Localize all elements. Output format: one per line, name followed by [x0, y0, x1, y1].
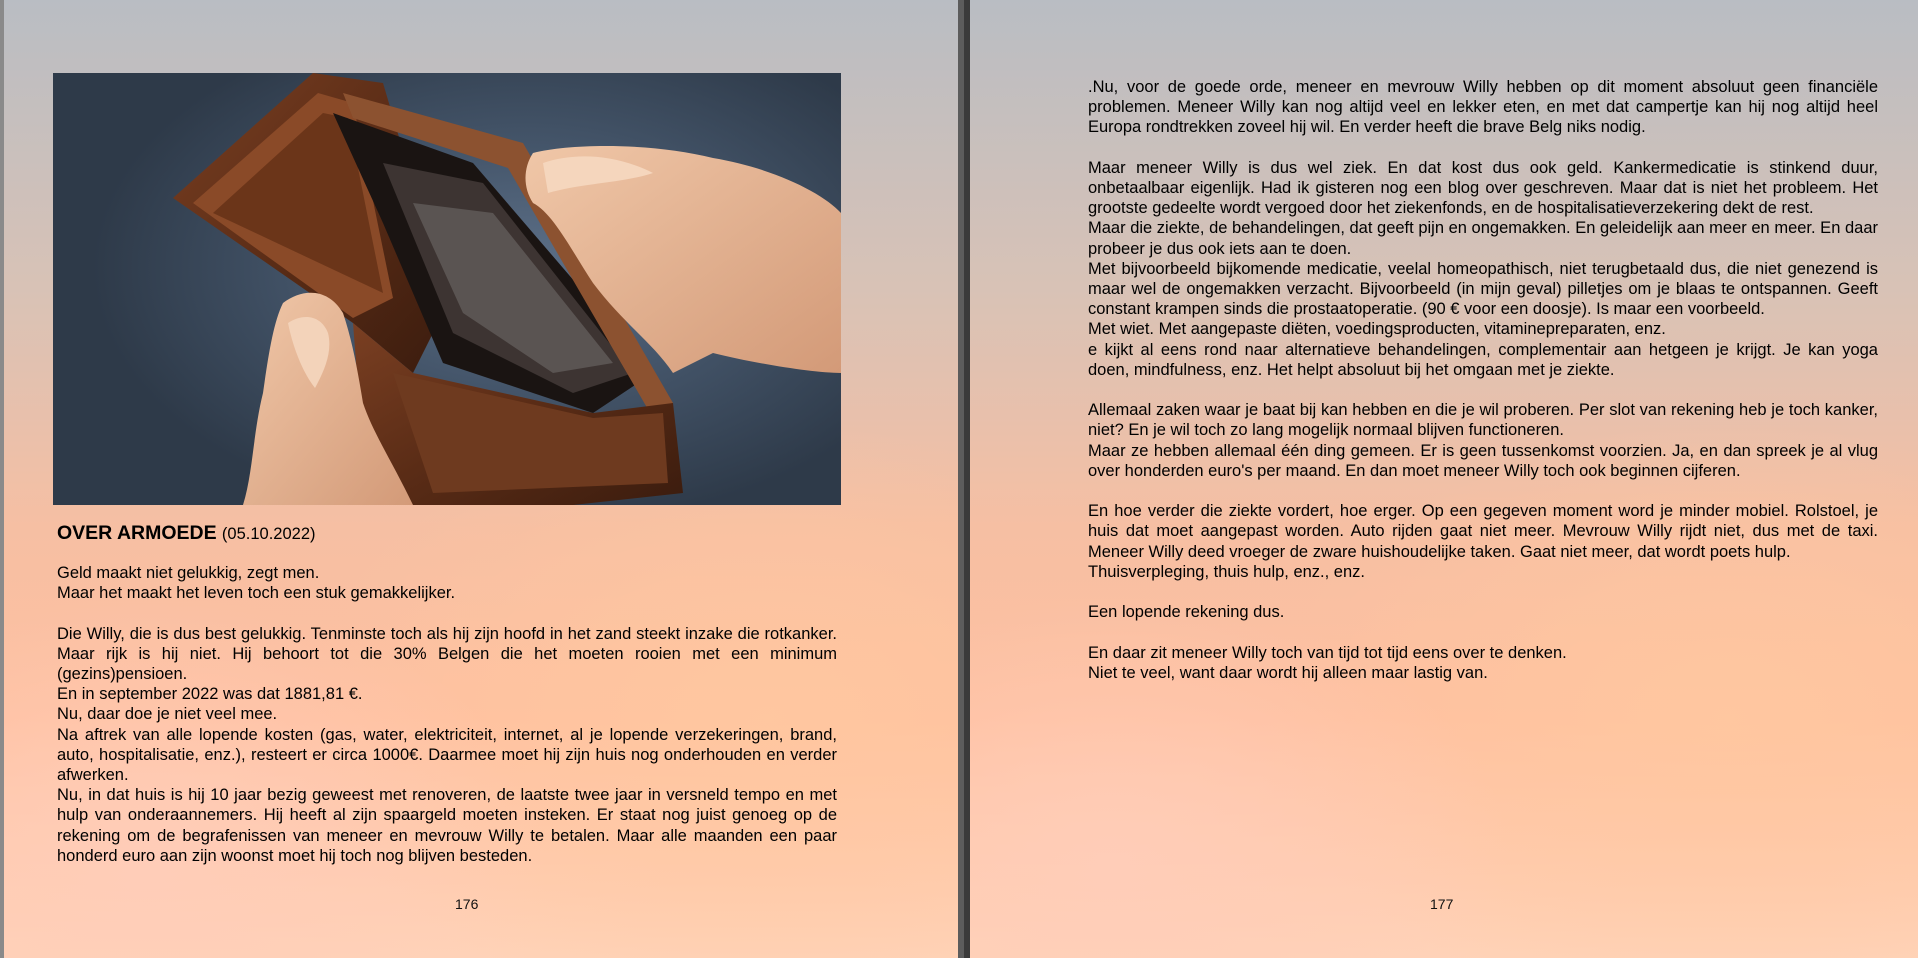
paragraph: Met bijvoorbeeld bijkomende medicatie, veelal homeopathisch, niet terugbetaald dus, die niet genezend is maar wel de ongemakken verzacht. Bijvoorbeeld (in mijn geval) pilletjes om je blaas te ontspannen. Geeft constant krampen sinds die prostaatoperatie. (90 € voor een doosje). Is maar een voorbeeld.	[1088, 259, 1878, 319]
paragraph: En hoe verder die ziekte vordert, hoe erger. Op een gegeven moment word je minder mobiel. Rolstoel, je huis dat moet aangepast worden. Auto rijden gaat niet meer. Mevrouw Willy rijdt niet, dus met de taxi. Meneer Willy deed vroeger de zware huishoudelijke taken. Gaat niet meer, dat wordt poets hulp.	[1088, 502, 1878, 561]
paragraph: .Nu, voor de goede orde, meneer en mevrouw Willy hebben op dit moment absoluut geen financiële problemen. Meneer Willy kan nog altijd veel en lekker eten, en met dat campertje kan hij nog altijd heel Europa rondtrekken zoveel hij wil. En verder heeft die brave Belg niks nodig.	[1088, 78, 1878, 137]
right-body-text	[1088, 77, 1878, 683]
paragraph: Nu, daar doe je niet veel mee.	[57, 705, 278, 724]
paragraph: Maar ze hebben allemaal één ding gemeen. Er is geen tussenkomst voorzien. Ja, en dan spreek je al vlug over honderden euro's per maand. En dan moet meneer Willy toch ook beginnen cijferen.	[1088, 441, 1878, 480]
right-page	[970, 0, 1918, 958]
blank-line	[1088, 138, 1878, 158]
blank-line	[1088, 582, 1878, 602]
empty-wallet-photo	[53, 73, 841, 505]
blank-line	[1088, 481, 1878, 501]
page-number: 177	[1430, 896, 1454, 912]
paragraph: Die Willy, die is dus best gelukkig. Tenminste toch als hij zijn hoofd in het zand steekt inzake die rotkanker. Maar rijk is hij niet. Hij behoort tot die 30% Belgen die het moeten rooien met een minimum (gezins)pensioen.	[57, 624, 837, 683]
paragraph: Allemaal zaken waar je baat bij kan hebben en die je wil proberen. Per slot van rekening heb je toch kanker, niet? En je wil toch zo lang mogelijk normaal blijven functioneren.	[1088, 401, 1878, 440]
paragraph: Een lopende rekening dus.	[1088, 603, 1285, 622]
paragraph: Niet te veel, want daar wordt hij alleen maar lastig van.	[1088, 663, 1488, 682]
blank-line	[57, 603, 837, 623]
paragraph: Thuisverpleging, thuis hulp, enz., enz.	[1088, 562, 1365, 581]
paragraph: Na aftrek van alle lopende kosten (gas, water, elektriciteit, internet, al je lopende verzekeringen, brand, auto, hospitalisatie, enz.), resteert er circa 1000€. Daarmee moet hij zijn huis nog onderhouden en verder afwerken.	[57, 725, 837, 785]
paragraph: Maar die ziekte, de behandelingen, dat geeft pijn en ongemakken. En geleidelijk aan meer en meer. En daar probeer je dus ook iets aan te doen.	[1088, 219, 1878, 258]
paragraph: Met wiet. Met aangepaste diëten, voedingsproducten, vitaminepreparaten, enz.	[1088, 320, 1666, 339]
blank-line	[1088, 380, 1878, 400]
paragraph: e kijkt al eens rond naar alternatieve behandelingen, complementair aan hetgeen je krijgt. Je kan yoga doen, mindfulness, enz. Het helpt absoluut bij het omgaan met je ziekte.	[1088, 340, 1878, 379]
paragraph: En daar zit meneer Willy toch van tijd tot tijd eens over te denken.	[1088, 643, 1567, 662]
article-title-line	[57, 522, 847, 545]
blank-line	[1088, 622, 1878, 642]
article-title: OVER ARMOEDE	[57, 522, 217, 544]
paragraph: Nu, in dat huis is hij 10 jaar bezig geweest met renoveren, de laatste twee jaar in versneld tempo en met hulp van onderaannemers. Hij heeft al zijn spaargeld moeten insteken. Er staat nog juist genoeg op de rekening om de begrafenissen van meneer en mevrouw Willy te betalen. Maar alle maanden een paar honderd euro aan zijn woonst moet hij toch nog blijven besteden.	[57, 786, 837, 865]
paragraph: Maar meneer Willy is dus wel ziek. En dat kost dus ook geld. Kankermedicatie is stinkend duur, onbetaalbaar eigenlijk. Had ik gisteren nog een blog over geschreven. Maar dat is niet het probleem. Het grootste gedeelte wordt vergoed door het ziekenfonds, en de hospitalisatieverzekering dekt de rest.	[1088, 158, 1878, 218]
left-page	[4, 0, 958, 958]
paragraph: Maar het maakt het leven toch een stuk gemakkelijker.	[57, 584, 456, 603]
page-number: 176	[455, 896, 479, 912]
paragraph: En in september 2022 was dat 1881,81 €.	[57, 685, 363, 704]
article-date: (05.10.2022)	[221, 525, 316, 543]
paragraph: Geld maakt niet gelukkig, zegt men.	[57, 564, 320, 582]
left-body-text	[57, 563, 837, 887]
